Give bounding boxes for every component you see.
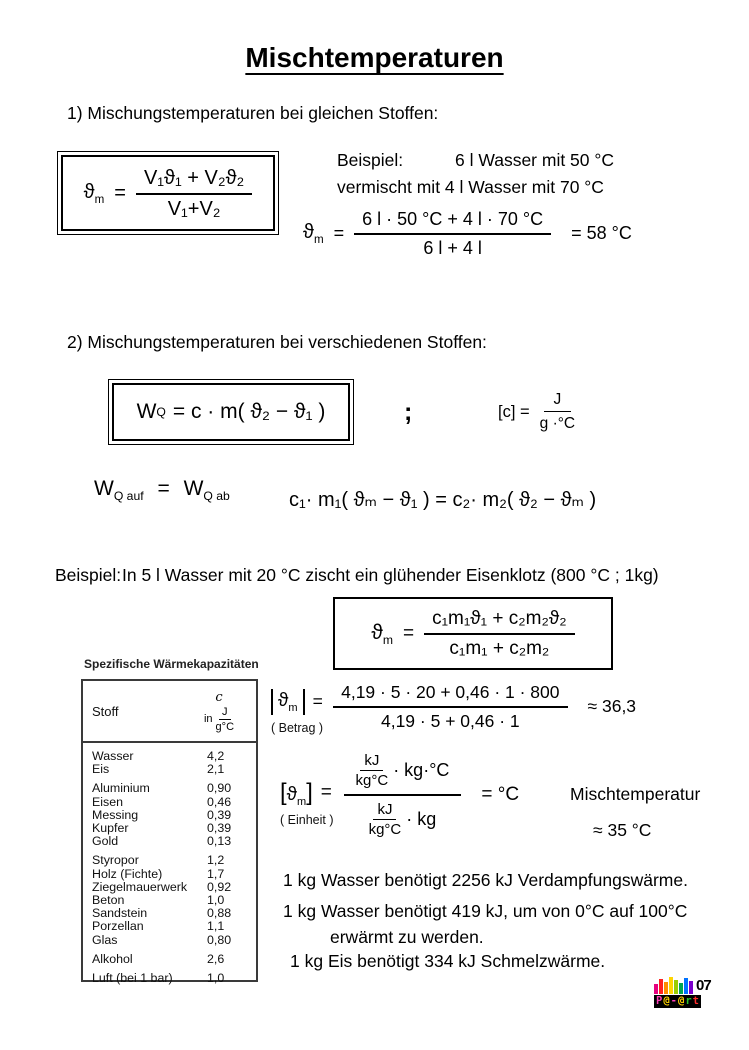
- example-1-calculation: $ϑ_m$ = $\frac{6 l \cdot 50 ^\circ C + 4 l \cdot 70 ^\circ C}{6 l + 4 l}$ = 58 °C: [303, 209, 632, 258]
- capacity-value: 0,90: [207, 781, 232, 796]
- separator-semicolon: ;: [404, 398, 413, 426]
- heat-capacity-table: [81, 679, 258, 986]
- note-1: 1 kg Wasser benötigt 2256 kJ Verdampfungswärme.: [283, 870, 688, 890]
- betrag-note: ( Betrag ): [271, 720, 324, 735]
- substance-name: Porzellan: [92, 919, 144, 934]
- substance-name: Alkohol: [92, 951, 133, 966]
- capacity-value: 0,13: [207, 834, 232, 849]
- substance-name: Gold: [92, 834, 119, 849]
- calculation-result: = 58 °C: [571, 223, 632, 243]
- table-row: [83, 934, 256, 947]
- substance-name: Aluminium: [92, 781, 150, 796]
- substance-name: Messing: [92, 807, 139, 822]
- capacity-value: 0,80: [207, 932, 232, 947]
- formula-box-3: [333, 597, 613, 670]
- table-group: [83, 750, 256, 776]
- capacity-table-body: [83, 743, 256, 985]
- table-row: [83, 920, 256, 933]
- logo-pixel-bar: [689, 981, 693, 994]
- table-row: [83, 868, 256, 881]
- note-2-continued: erwärmt zu werden.: [330, 927, 484, 947]
- example-2-text: In 5 l Wasser mit 20 °C zischt ein glühender Eisenklotz (800 °C ; 1kg): [122, 565, 659, 585]
- capacity-value: 1,1: [207, 919, 225, 934]
- fraction: $\frac{4,19 \cdot 5 \cdot 20 + 0,46 \cdot 1 \cdot 800}{4,19 \cdot 5 + 0,46 \cdot 1}$: [333, 681, 567, 732]
- logo-pixel-bar: [669, 977, 673, 994]
- table-row: [83, 953, 256, 966]
- fraction: $\frac{J}{g \cdot^\circ C}$: [539, 391, 576, 432]
- logo-letter: r: [685, 995, 692, 1007]
- betrag-calculation: $ϑ_m$ = ( Betrag ) $\frac{4,19 \cdot 5 \cdot 20 + 0,46 \cdot 1 \cdot 800}{4,19 \cdot 5 + 0,46 \cdot 1}$ ≈ 36,3: [271, 682, 637, 735]
- mischtemperatur-label: Mischtemperatur: [570, 784, 701, 804]
- unit-fraction-big: kJ kg°C · kg·°C kJ kg°C · kg: [344, 752, 462, 838]
- logo-pixel-bar: [674, 980, 678, 994]
- capacity-value: 0,39: [207, 821, 232, 836]
- section-2-heading: 2) Mischungstemperaturen bei verschiedenen Stoffen:: [67, 332, 487, 352]
- capacity-value: 1,0: [207, 893, 225, 908]
- substance-name: Eis: [92, 762, 110, 777]
- mixing-formula-different: $ϑ_m$ = $\frac{\text{c₁m₁ϑ₁ + c₂m₂ϑ₂}}{\text{c₁m₁ + c₂m₂}}$: [371, 607, 574, 660]
- theta-m-symbol: $ϑ_m$: [303, 221, 324, 247]
- fraction: $\frac{\text{V₁ϑ₁ + V₂ϑ₂}}{\text{V₁+V₂}}$: [136, 166, 252, 221]
- table-row: [83, 796, 256, 809]
- table-group: [83, 854, 256, 946]
- capacity-value: 0,92: [207, 879, 232, 894]
- substance-name: Eisen: [92, 794, 123, 809]
- unit-of-c: [c] = $\frac{J}{g \cdot^\circ C}$: [498, 391, 576, 432]
- capacity-value: 4,2: [207, 749, 225, 763]
- energy-balance: $W_{Q auf} = W_{Q ab}$: [94, 477, 230, 504]
- fraction: $\frac{6 l \cdot 50 ^\circ C + 4 l \cdot 70 ^\circ C}{6 l + 4 l}$: [354, 208, 551, 259]
- logo-letter: -: [670, 995, 677, 1007]
- theta-m-symbol: $ϑ_m$: [371, 620, 394, 647]
- table-group: [83, 782, 256, 848]
- heat-equation: c₁· m₁( ϑₘ − ϑ₁ ) = c₂· m₂( ϑ₂ − ϑₘ ): [289, 489, 597, 511]
- table-title: Spezifische Wärmekapazitäten: [84, 657, 259, 671]
- section-1-heading: 1) Mischungstemperaturen bei gleichen Stoffen:: [67, 103, 439, 123]
- column-header-stoff: Stoff: [92, 703, 119, 719]
- note-2: 1 kg Wasser benötigt 419 kJ, um von 0°C auf 100°C: [283, 901, 688, 921]
- formula-box-1: [57, 151, 279, 235]
- theta-m-absolute: $ϑ_m$: [271, 689, 305, 715]
- logo-pixel-bar: [654, 984, 658, 994]
- kj-per-kgc: kJ kg°C: [368, 801, 402, 838]
- example-1-line-2: vermischt mit 4 l Wasser mit 70 °C: [337, 177, 604, 197]
- column-header-c: c in J g°C: [203, 689, 235, 733]
- logo-letter: t: [692, 995, 699, 1007]
- unit-fraction: J g°C: [215, 705, 235, 733]
- mischtemperatur-value: ≈ 35 °C: [593, 820, 652, 840]
- logo: [654, 976, 716, 1008]
- substance-name: Beton: [92, 893, 125, 908]
- table-row: [83, 782, 256, 795]
- page-title: Mischtemperaturen: [245, 42, 504, 73]
- einheit-note: ( Einheit ): [280, 813, 334, 828]
- table-row: [83, 972, 256, 985]
- betrag-result: ≈ 36,3: [587, 696, 637, 717]
- heat-formula: W Q = c · m( ϑ₂ − ϑ₁ ): [112, 383, 350, 441]
- table-row: [83, 763, 256, 776]
- mixing-formula-same: $ϑ_m$ = $\frac{\text{V₁ϑ₁ + V₂ϑ₂}}{\text{V₁+V₂}}$: [61, 155, 275, 231]
- table-group: [83, 953, 256, 966]
- fraction: $\frac{\text{c₁m₁ϑ₁ + c₂m₂ϑ₂}}{\text{c₁m₁ + c₂m₂}}$: [424, 607, 574, 660]
- table-row: [83, 835, 256, 848]
- example-2-label: Beispiel:: [55, 565, 122, 585]
- substance-name: Holz (Fichte): [92, 866, 163, 881]
- capacity-value: 1,2: [207, 853, 225, 868]
- substance-name: Glas: [92, 932, 118, 947]
- substance-name: Luft (bei 1 bar): [92, 971, 173, 986]
- kj-per-kgc: kJ kg°C: [355, 752, 389, 789]
- logo-pixel-bar: [679, 983, 683, 994]
- logo-pixel-art: [654, 977, 693, 994]
- substance-name: Sandstein: [92, 906, 148, 921]
- logo-pixel-bar: [664, 982, 668, 994]
- table-row: [83, 854, 256, 867]
- table-header: [83, 681, 256, 743]
- capacity-value: 2,6: [207, 951, 225, 966]
- table-group: [83, 972, 256, 985]
- capacity-value: 0,39: [207, 807, 232, 822]
- theta-m-bracketed: $[ϑ_m]$: [280, 778, 313, 808]
- substance-name: Styropor: [92, 853, 139, 868]
- substance-name: Wasser: [92, 749, 134, 763]
- example-1-label: Beispiel:: [337, 150, 404, 170]
- note-3: 1 kg Eis benötigt 334 kJ Schmelzwärme.: [290, 951, 606, 971]
- substance-name: Kupfer: [92, 821, 129, 836]
- capacity-value: 1,0: [207, 971, 225, 986]
- logo-pixel-bar: [684, 978, 688, 994]
- capacity-value: 0,46: [207, 794, 232, 809]
- capacity-value: 0,88: [207, 906, 232, 921]
- example-1-line-1: 6 l Wasser mit 50 °C: [455, 150, 615, 170]
- logo-letter: @: [663, 995, 670, 1007]
- einheit-calculation: $[ϑ_m]$ = ( Einheit ) kJ kg°C · kg·°C kJ kg°C · kg = °C: [280, 752, 520, 838]
- theta-m-symbol: $ϑ_m$: [83, 180, 105, 206]
- substance-name: Ziegelmauerwerk: [92, 879, 188, 894]
- einheit-result: = °C: [481, 784, 520, 805]
- capacity-value: 1,7: [207, 866, 225, 881]
- capacity-value: 2,1: [207, 762, 225, 777]
- logo-letter: @: [677, 995, 685, 1007]
- logo-year: 07: [696, 977, 711, 994]
- logo-wordmark: [654, 995, 701, 1008]
- formula-box-2: [108, 379, 354, 445]
- logo-pixel-bar: [659, 979, 663, 994]
- logo-letter: P: [656, 995, 663, 1007]
